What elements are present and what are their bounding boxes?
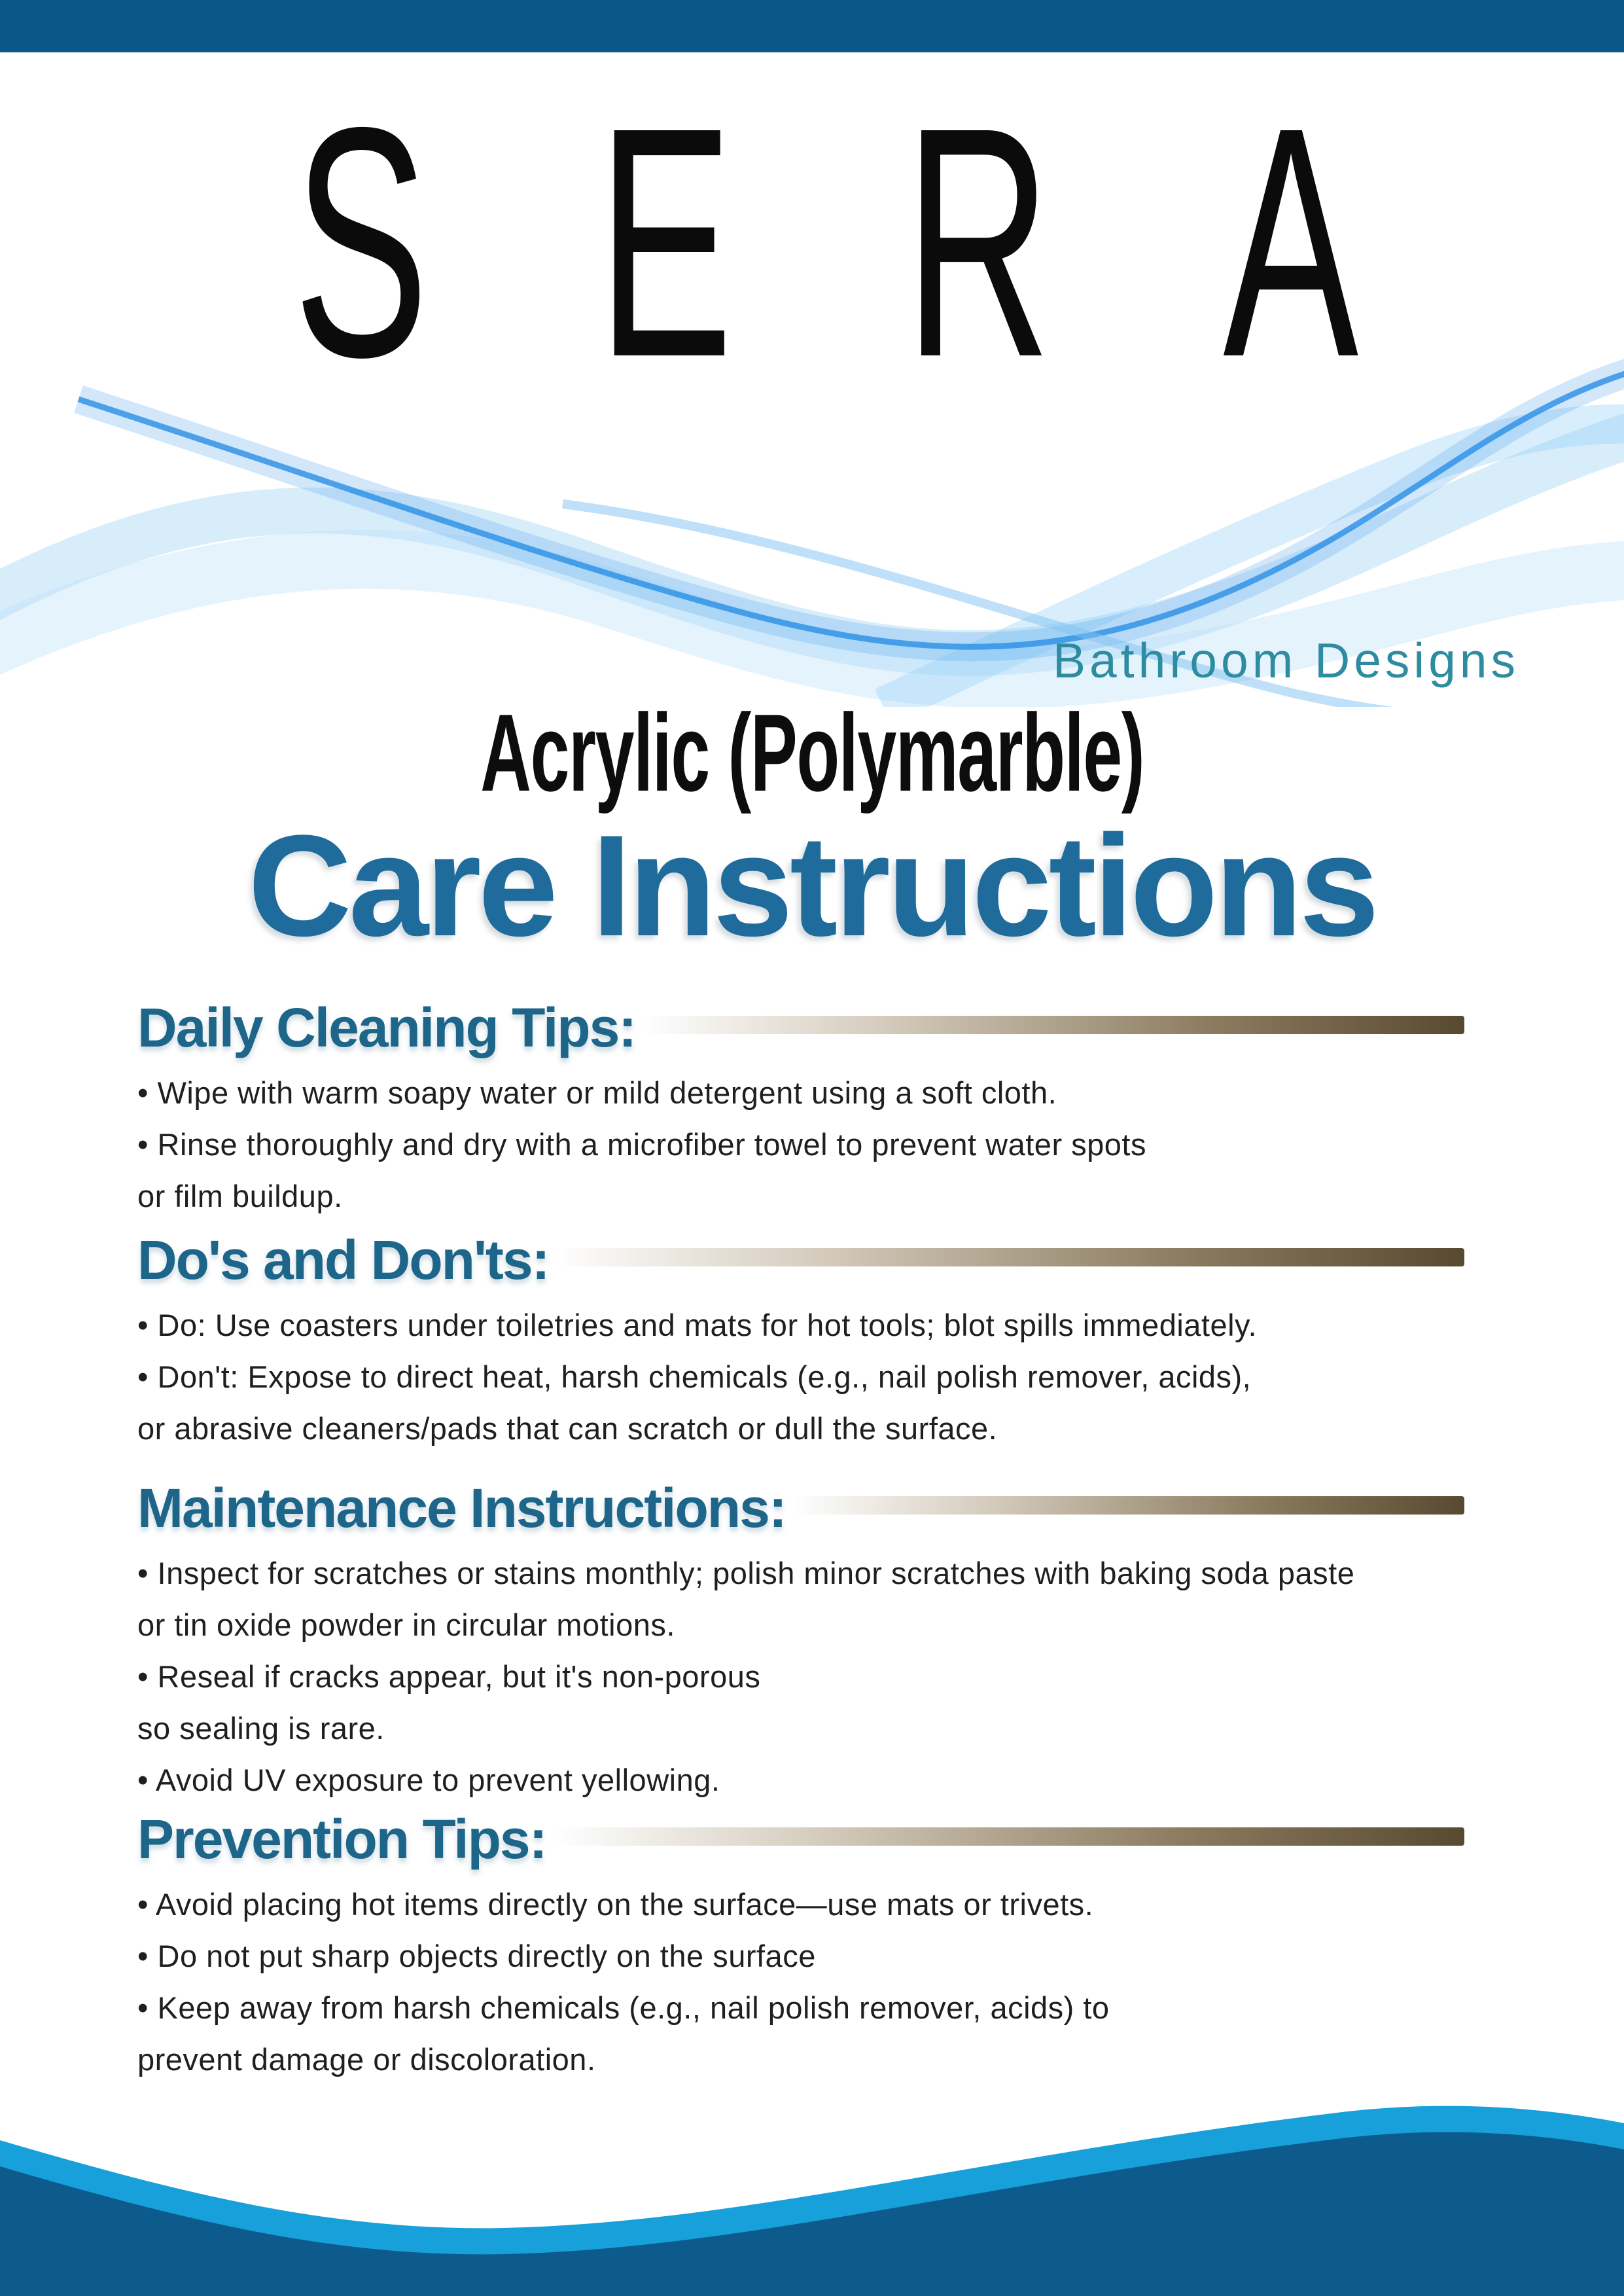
section-divider-bar: [792, 1496, 1464, 1515]
section-heading: Do's and Don'ts:: [137, 1229, 549, 1291]
section-heading-row: [137, 1227, 1464, 1293]
bullet-line: • Do: Use coasters under toiletries and mats for hot tools; blot spills immediately.: [137, 1308, 1258, 1342]
material-subtitle: Acrylic (Polymarble): [480, 691, 1144, 814]
title-row: [0, 806, 1624, 965]
section-divider-bar: [553, 1827, 1464, 1846]
section-heading-row: [137, 1475, 1464, 1541]
section-maintenance-instructions: [137, 1475, 1538, 1806]
brand-letter-s: S: [293, 59, 429, 425]
page-title: Care Instructions: [247, 805, 1377, 966]
section-body: [137, 1067, 1538, 1222]
section-heading: Prevention Tips:: [137, 1808, 546, 1870]
section-heading-row: [137, 1806, 1464, 1872]
bullet-line: • Do not put sharp objects directly on the surface: [137, 1939, 816, 1973]
subtitle-row: [0, 692, 1624, 814]
section-body: [137, 1878, 1538, 2085]
section-dos-and-donts: [137, 1227, 1538, 1454]
footer-wave-graphic: [0, 2093, 1624, 2296]
bullet-line: • Don't: Expose to direct heat, harsh chemicals (e.g., nail polish remover, acids),: [137, 1359, 1252, 1394]
bullet-line: so sealing is rare.: [137, 1711, 385, 1746]
bullet-line: • Avoid UV exposure to prevent yellowing.: [137, 1763, 720, 1797]
section-body: [137, 1299, 1538, 1454]
brand-logo: [252, 59, 1400, 425]
bullet-line: or film buildup.: [137, 1179, 343, 1213]
top-accent-bar: [0, 0, 1624, 52]
brand-letter-r: R: [904, 59, 1051, 425]
section-heading-row: [137, 995, 1464, 1060]
section-daily-cleaning-tips: [137, 995, 1538, 1222]
bullet-line: or tin oxide powder in circular motions.: [137, 1607, 675, 1642]
section-heading: Daily Cleaning Tips:: [137, 996, 636, 1058]
brand-letter-a: A: [1223, 59, 1359, 425]
section-prevention-tips: [137, 1806, 1538, 2085]
bullet-line: • Avoid placing hot items directly on the surface—use mats or trivets.: [137, 1887, 1094, 1922]
section-body: [137, 1547, 1538, 1806]
bullet-line: prevent damage or discoloration.: [137, 2042, 596, 2077]
section-heading: Maintenance Instructions:: [137, 1477, 786, 1539]
bullet-line: • Reseal if cracks appear, but it's non-porous: [137, 1659, 761, 1694]
bullet-line: • Wipe with warm soapy water or mild detergent using a soft cloth.: [137, 1075, 1057, 1110]
section-divider-bar: [556, 1248, 1464, 1266]
bullet-line: • Inspect for scratches or stains monthly; polish minor scratches with baking soda paste: [137, 1556, 1355, 1590]
bullet-line: or abrasive cleaners/pads that can scratch or dull the surface.: [137, 1411, 998, 1446]
brand-tagline: Bathroom Designs: [1053, 633, 1519, 688]
bullet-line: • Rinse thoroughly and dry with a microfiber towel to prevent water spots: [137, 1127, 1146, 1162]
brand-letter-e: E: [597, 59, 733, 425]
section-divider-bar: [642, 1016, 1464, 1034]
bullet-line: • Keep away from harsh chemicals (e.g., nail polish remover, acids) to: [137, 1990, 1110, 2025]
